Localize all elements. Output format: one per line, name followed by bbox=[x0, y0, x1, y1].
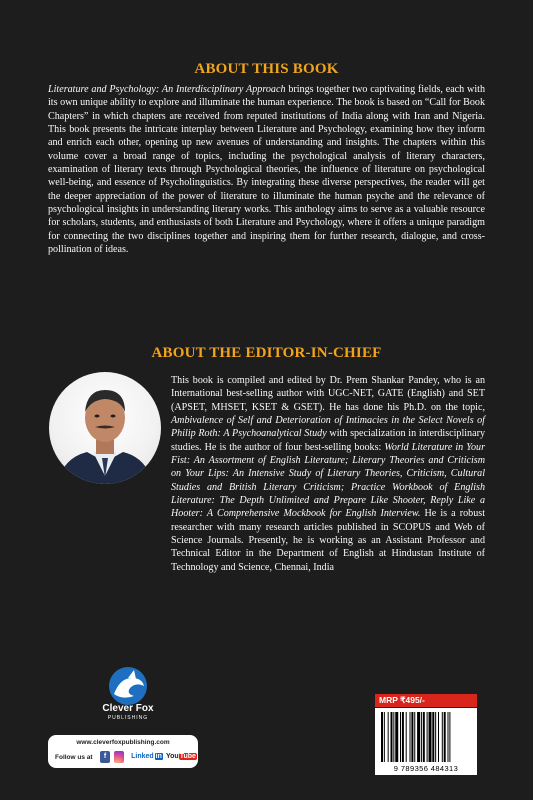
editor-bio-part1: This book is compiled and edited by Dr. Prem Shankar Pandey, who is an International best-selling author with UGC-NET, GATE (English) and SET (APSET, MHSET, KSET & GSET). He has done his Ph.D. on the topic, bbox=[171, 375, 485, 413]
barcode-bar bbox=[406, 712, 407, 762]
barcode-bar bbox=[411, 712, 413, 762]
barcode-bar bbox=[381, 712, 383, 762]
linkedin-text: Linked bbox=[131, 753, 154, 760]
barcode-bar bbox=[444, 712, 446, 762]
isbn-barcode bbox=[375, 708, 477, 775]
youtube-icon[interactable] bbox=[166, 751, 194, 763]
barcode-bar bbox=[414, 712, 415, 762]
barcode-bar bbox=[442, 712, 443, 762]
book-title: Literature and Psychology: An Interdisciplinary Approach bbox=[48, 84, 286, 95]
barcode-bar bbox=[402, 712, 404, 762]
barcode-bar bbox=[388, 712, 389, 762]
about-book-body: brings together two captivating fields, each with its own unique ability to explore and illuminate the human experience. The book is based on “Call for Book Chapters” in which chapters are received from reputed institutions of India along with Iran and Nigeria. This book presents the intricate interplay between Literature and Psychology, examining how they inform and enrich each other, opening up new avenues of understanding and insights. The chapters within this volume cover a broad range of topics, including the psychological analysis of literary characters, examination of literary texts through Psychological theories, the influence of literature on psychological well-being, and essence of Psycholinguistics. By integrating these diverse perspectives, the reader will get the deeper appreciation of the power of literature to illuminate the human psyche and the relevance of psychological insights in understanding literary works. This anthology aims to serve as a valuable resource for scholars, students, and enthusiasts of both Literature and Psychology, where it offers a unique paradigm for connecting the two disciplines together and inspiring them for further research, dialogue, and cross-pollination of ideas. bbox=[48, 84, 485, 256]
editor-photo bbox=[49, 372, 161, 484]
barcode-bar bbox=[384, 712, 385, 762]
barcode-bar bbox=[421, 712, 422, 762]
barcode-bar bbox=[429, 712, 432, 762]
linkedin-in: in bbox=[155, 753, 162, 760]
barcode-bar bbox=[395, 712, 398, 762]
about-book-heading: ABOUT THIS BOOK bbox=[194, 61, 339, 77]
social-panel bbox=[48, 735, 198, 768]
book-list: World Literature in Your Fist: An Assortment of English Literature; Literary Theories and Criticism on Your Lips: An Intensive Study of Literary Theories, Criticism, Cultural Studies and British Literary Criticism; Practice Workbook of English Literature: The Depth Unlimited and Prepare Like Shooter, Reply Like a Hooter: A Comprehensive Mockbook for English Interview. bbox=[171, 441, 485, 520]
editor-bio bbox=[171, 374, 485, 574]
instagram-icon[interactable] bbox=[114, 751, 124, 763]
barcode-bar bbox=[423, 712, 425, 762]
thesis-title: Ambivalence of Self and Deterioration of Intimacies in the Select Novels of Philip Roth: A Psychoanalytical Study bbox=[171, 415, 485, 440]
barcode-bar bbox=[400, 712, 401, 762]
editor-bio-part2: with specialization in interdisciplinary studies. He is the author of four best-selling books: bbox=[171, 428, 485, 453]
linkedin-icon[interactable] bbox=[130, 751, 164, 763]
youtube-you: You bbox=[166, 753, 179, 760]
barcode-bar bbox=[391, 712, 393, 762]
barcode-bar bbox=[393, 712, 394, 762]
barcode-bar bbox=[432, 712, 434, 762]
barcode-bar bbox=[448, 712, 449, 762]
barcode-bar bbox=[438, 712, 439, 762]
barcode-bars bbox=[381, 712, 471, 764]
publisher-sub: PUBLISHING bbox=[107, 715, 149, 721]
barcode-bar bbox=[435, 712, 436, 762]
isbn-digits: 9 789356 484313 bbox=[393, 764, 459, 773]
publisher-name: Clever Fox bbox=[102, 703, 154, 714]
barcode-bar bbox=[427, 712, 428, 762]
barcode-bar bbox=[449, 712, 450, 762]
publisher-website[interactable]: www.cleverfoxpublishing.com bbox=[76, 739, 170, 746]
barcode-bar bbox=[417, 712, 420, 762]
youtube-tube: Tube bbox=[179, 753, 196, 760]
follow-label: Follow us at bbox=[55, 754, 93, 761]
publisher-name-block bbox=[80, 703, 176, 721]
price-tag: MRP ₹495/- bbox=[375, 694, 477, 707]
about-editor-heading: ABOUT THE EDITOR-IN-CHIEF bbox=[151, 345, 382, 361]
editor-bio-part3: He is a robust researcher with many research articles published in SCOPUS and Web of Science Journals. Presently, he is working as an Assistant Professor and Technical Editor in the Department of English at Hindustan Institute of Technology and Science, Chennai, India bbox=[171, 508, 485, 573]
barcode-bar bbox=[410, 712, 411, 762]
about-book-text bbox=[48, 83, 485, 256]
facebook-icon[interactable]: f bbox=[100, 751, 110, 763]
